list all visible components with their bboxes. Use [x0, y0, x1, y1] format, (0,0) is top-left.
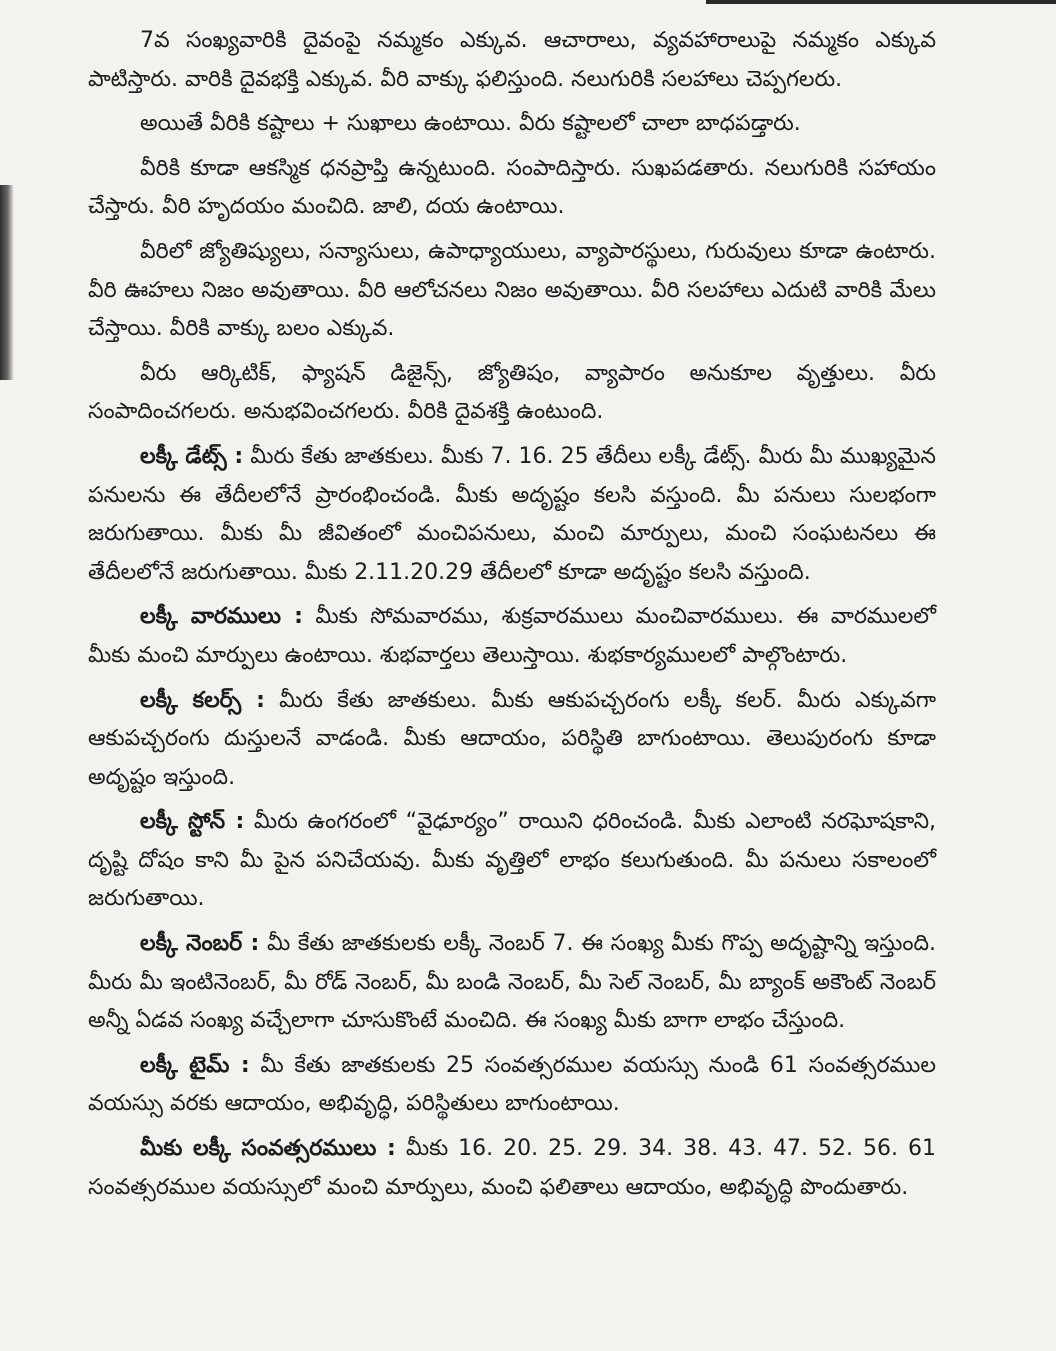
paragraph-lucky-stone — [88, 803, 936, 919]
paragraph-text: మీ కేతు జాతకులకు లక్కీ నెంబర్ 7. ఈ సంఖ్య మీకు గొప్ప అదృష్టాన్ని ఇస్తుంది. మీరు మీ ఇంటినెంబర్, మీ రోడ్ నెంబర్, మీ బండి నెంబర్, మీ సెల్ నెంబర్, మీ బ్యాంక్ అకౌంట్ నెంబర్ అన్నీ ఏడవ సంఖ్య వచ్చేలాగా చూసుకొంటే మంచిది. ఈ సంఖ్య మీకు బాగా లాభం చేస్తుంది. — [88, 931, 936, 1034]
paragraph-lucky-days — [88, 598, 936, 675]
text-body — [88, 22, 936, 1213]
paragraph-text: వీరు ఆర్కిటిక్, ఫ్యాషన్ డిజైన్స్, జ్యోతిషం, వ్యాపారం అనుకూల వృత్తులు. వీరు సంపాదించగలరు. అనుభవించగలరు. వీరికి దైవశక్తి ఉంటుంది. — [88, 360, 936, 425]
paragraph-text: మీరు కేతు జాతకులు. మీకు 7. 16. 25 తేదీలు లక్కీ డేట్స్. మీరు మీ ముఖ్యమైన పనులను ఈ తేదీలలోనే ప్రారంభించండి. మీకు అదృష్టం కలసి వస్తుంది. మీ పనులు సులభంగా జరుగుతాయి. మీకు మీ జీవితంలో మంచిపనులు, మంచి మార్పులు, మంచి సంఘటనలు ఈ తేదీలలోనే జరుగుతాయి. మీకు 2.11.20.29 తేదీలలో కూడా అదృష్టం కలసి వస్తుంది. — [88, 443, 936, 585]
paragraph-professions — [88, 233, 936, 349]
binding-shadow — [0, 185, 14, 380]
paragraph-text: 7వ సంఖ్యవారికి దైవంపై నమ్మకం ఎక్కువ. ఆచారాలు, వ్యవహారాలుపై నమ్మకం ఎక్కువ పాటిస్తారు. వారికి దైవభక్తి ఎక్కువ. వీరి వాక్కు ఫలిస్తుంది. నలుగురికి సలహాలు చెప్పగలరు. — [88, 28, 936, 92]
paragraph-lucky-time — [88, 1047, 936, 1124]
paragraph-intro — [88, 22, 936, 99]
paragraph-text: వీరిలో జ్యోతిష్యులు, సన్యాసులు, ఉపాధ్యాయులు, వ్యాపారస్థులు, గురువులు కూడా ఉంటారు. వీరి ఊహలు నిజం అవుతాయి. వీరి ఆలోచనలు నిజం అవుతాయి. వీరి సలహాలు ఎదుటి వారికి మేలు చేస్తాయి. వీరికి వాక్కు బలం ఎక్కువ. — [88, 238, 936, 342]
section-heading: లక్కీ డేట్స్ : — [140, 443, 244, 469]
paragraph-lucky-years — [88, 1130, 936, 1207]
paragraph-text: మీరు ఉంగరంలో “వైఢూర్యం” రాయిని ధరించండి. మీకు ఎలాంటి నరఘోషకాని, దృష్టి దోషం కాని మీ పైన పనిచేయవు. మీకు వృత్తిలో లాభం కలుగుతుంది. మీ పనులు సకాలంలో జరుగుతాయి. — [88, 809, 937, 912]
section-heading: మీకు లక్కీ సంవత్సరములు : — [140, 1136, 396, 1162]
paragraph-lucky-dates — [88, 438, 936, 592]
paragraph-hardships — [88, 105, 936, 144]
paragraph-careers — [88, 355, 936, 432]
paragraph-text: వీరికి కూడా ఆకస్మిక ధనప్రాప్తి ఉన్నటుంది. సంపాదిస్తారు. సుఖపడతారు. నలుగురికి సహాయం చేస్తారు. వీరి హృదయం మంచిది. జాలి, దయ ఉంటాయి. — [88, 155, 936, 220]
section-heading: లక్కీ కలర్స్ : — [140, 687, 265, 713]
section-heading: లక్కీ స్టోన్ : — [140, 809, 245, 835]
section-heading: లక్కీ టైమ్ : — [140, 1052, 250, 1078]
paragraph-text: మీకు సోమవారము, శుక్రవారములు మంచివారములు. ఈ వారములలో మీకు మంచి మార్పులు ఉంటాయి. శుభవార్తలు తెలుస్తాయి. శుభకార్యములలో పాల్గొంటారు. — [88, 604, 936, 668]
paragraph-wealth — [88, 150, 936, 227]
paragraph-text: అయితే వీరికి కష్టాలు + సుఖాలు ఉంటాయి. వీరు కష్టాలలో చాలా బాధపడ్తారు. — [140, 111, 801, 137]
paragraph-text: మీ కేతు జాతకులకు 25 సంవత్సరముల వయస్సు నుండి 61 సంవత్సరముల వయస్సు వరకు ఆదాయం, అభివృద్ధి, పరిస్థితులు బాగుంటాయి. — [88, 1052, 936, 1117]
top-rule — [706, 0, 1056, 4]
paragraph-text: మీరు కేతు జాతకులు. మీకు ఆకుపచ్చరంగు లక్కీ కలర్. మీరు ఎక్కువగా ఆకుపచ్చరంగు దుస్తులనే వాడండి. మీకు ఆదాయం, పరిస్థితి బాగుంటాయి. తెలుపురంగు కూడా అదృష్టం ఇస్తుంది. — [88, 687, 936, 790]
section-heading: లక్కీ వారములు : — [140, 604, 303, 630]
section-heading: లక్కీ నెంబర్ : — [140, 931, 260, 957]
paragraph-text: మీకు 16. 20. 25. 29. 34. 38. 43. 47. 52. 56. 61 సంవత్సరముల వయస్సులో మంచి మార్పులు, మంచి ఫలితాలు ఆదాయం, అభివృద్ధి పొందుతారు. — [88, 1136, 936, 1200]
paragraph-lucky-number — [88, 925, 936, 1041]
paragraph-lucky-colors — [88, 682, 936, 798]
